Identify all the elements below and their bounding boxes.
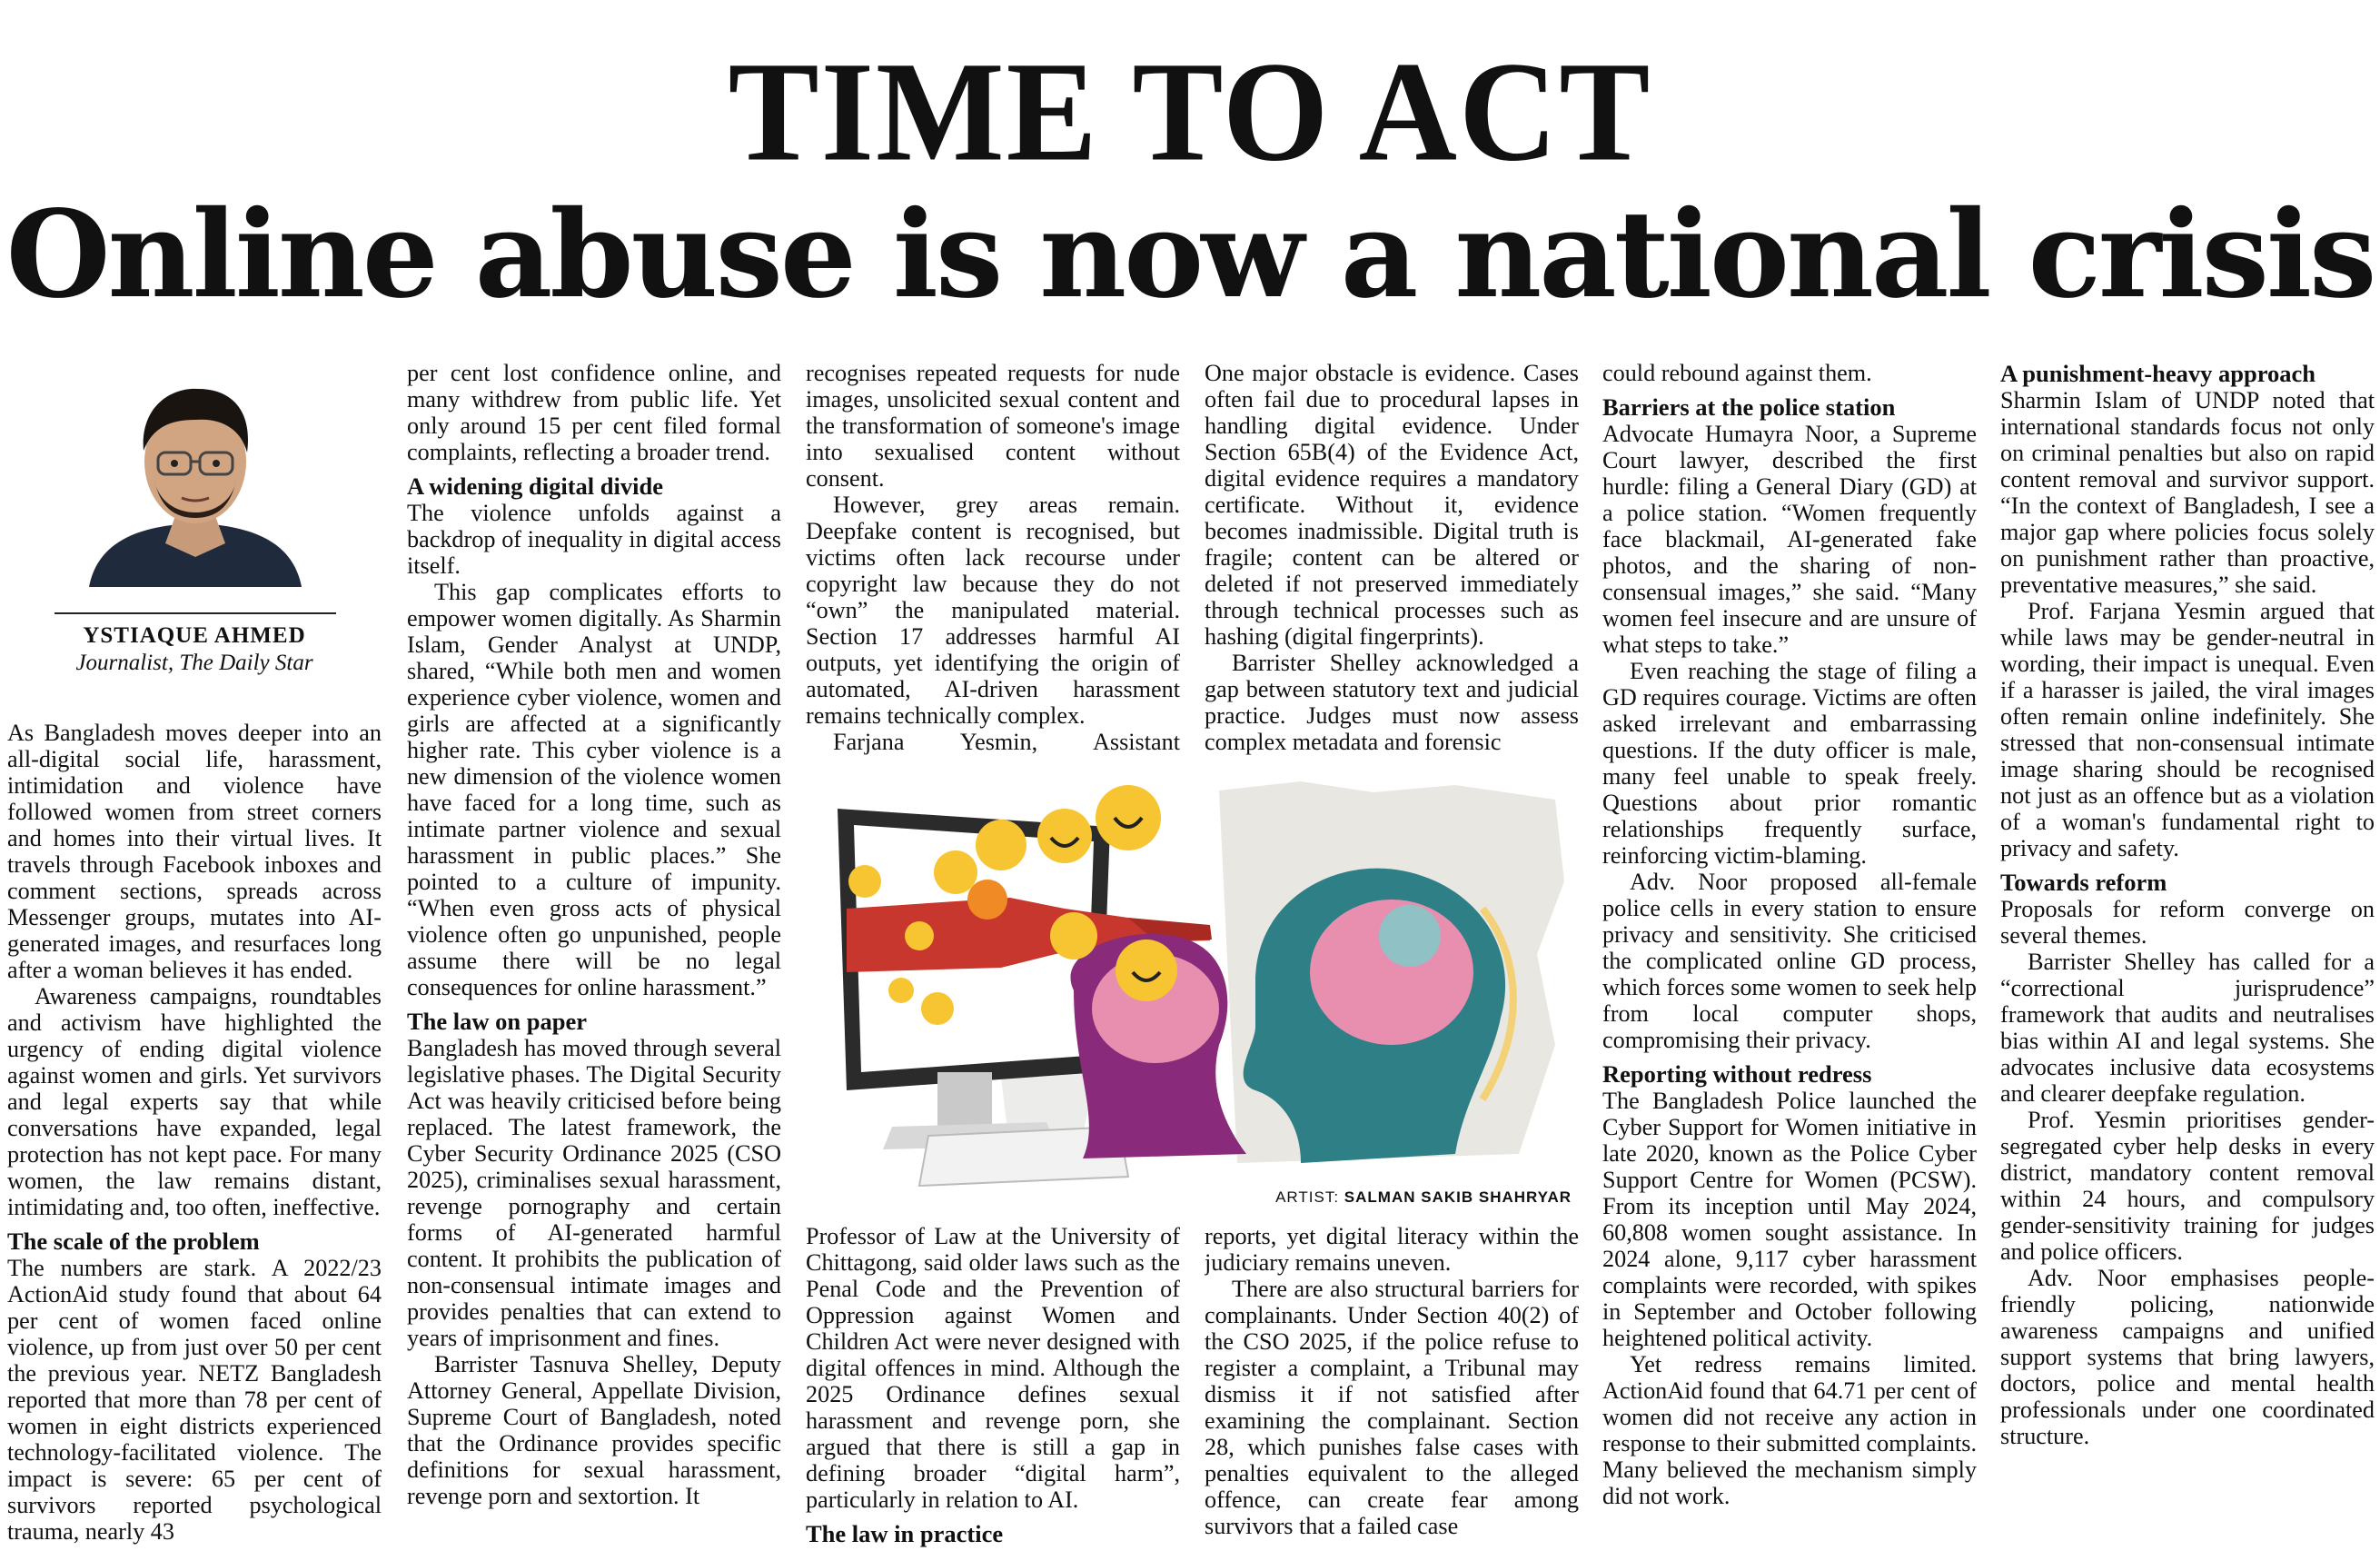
subhead: Barriers at the police station	[1602, 393, 1896, 421]
column-5	[1602, 360, 1977, 1557]
column-4-bottom	[1205, 1223, 1579, 1557]
paragraph: However, grey areas remain. Deepfake content is recognised, but victims often lack recourse under copyright law because they do not “own” the manipulated material. Section 17 addresses harmful AI outputs, yet identifying the origin of automated, AI-driven harassment remains technically complex.	[806, 492, 1180, 729]
column-1	[7, 720, 382, 1557]
paragraph: Yet redress remains limited. ActionAid found that 64.71 per cent of women did not receive any action in response to their submitted complaints. Many believed the mechanism simply did not work.	[1602, 1351, 1977, 1509]
paragraph: per cent lost confidence online, and many withdrew from public life. Yet only around 15 per cent filed formal complaints, reflecting a broader trend.	[407, 360, 781, 465]
paragraph: Awareness campaigns, roundtables and activism have highlighted the urgency of ending digital violence against women and girls. Yet survivors and legal experts say that while conversations have expanded, legal protection has not kept pace. For many women, the law remains distant, intimidating and, too often, ineffective.	[7, 983, 382, 1220]
paragraph: Prof. Farjana Yesmin argued that while laws may be gender-neutral in wording, their impact is unequal. Even if a harasser is jailed, the viral images often remain online indefinitely. She stressed that non-consensual intimate image sharing should be recognised not just as an offence but as a violation of a woman's fundamental right to privacy and safety.	[2000, 598, 2375, 861]
subhead: Towards reform	[2000, 869, 2167, 896]
paragraph: Prof. Yesmin prioritises gender-segregated cyber help desks in every district, mandatory content removal within 24 hours, and compulsory gender-sensitivity training for judges and police officers.	[2000, 1107, 2375, 1265]
laptop-emoji-illustration	[828, 772, 1573, 1190]
paragraph: could rebound against them.	[1602, 360, 1872, 386]
paragraph: The violence unfolds against a backdrop of inequality in digital access itself.	[407, 500, 781, 579]
subhead: The law in practice	[806, 1520, 1004, 1547]
paragraph: Farjana Yesmin, Assistant	[833, 729, 1180, 755]
artist-credit-label: ARTIST:	[1275, 1188, 1344, 1206]
column-3-top	[806, 360, 1180, 767]
paragraph: Advocate Humayra Noor, a Supreme Court lawyer, described the first hurdle: filing a General Diary (GD) at a police station. “Women frequently face blackmail, AI-generated fake photos, and the sharing of non-consensual images,” she said. “Many women feel insecure and are unsure of what steps to take.”	[1602, 421, 1977, 658]
column-6	[2000, 360, 2375, 1557]
paragraph: Barrister Shelley has called for a “correctional jurisprudence” framework that audits and neutralises bias within AI and legal systems. She advocates inclusive data ecosystems and clearer deepfake regulation.	[2000, 949, 2375, 1107]
headline: Online abuse is now a national crisis	[5, 184, 2375, 325]
byline-divider-top	[55, 612, 336, 614]
subhead: Reporting without redress	[1602, 1060, 1872, 1088]
paragraph: There are also structural barriers for complainants. Under Section 40(2) of the CSO 2025, if the police refuse to register a complaint, a Tribunal may dismiss it if not satisfied after examining the complainant. Section 28, which punishes false cases with penalties equivalent to the alleged offence, can create fear among survivors that a failed case	[1205, 1276, 1579, 1539]
artist-credit	[1263, 1188, 1572, 1207]
paragraph: Barrister Tasnuva Shelley, Deputy Attorney General, Appellate Division, Supreme Court of Bangladesh, noted that the Ordinance provides specific definitions for sexual harassment, revenge porn and sextortion. It	[407, 1351, 781, 1509]
column-4-top	[1205, 360, 1579, 765]
column-2	[407, 360, 781, 1557]
subhead: A punishment-heavy approach	[2000, 360, 2316, 387]
column-3-bottom	[806, 1223, 1180, 1557]
paragraph: The Bangladesh Police launched the Cyber Support for Women initiative in late 2020, known as the Police Cyber Support Centre for Women (PCSW). From its inception until May 2024, 60,808 women sought assistance. In 2024 alone, 9,117 cyber harassment complaints were recorded, with spikes in September and October following heightened political activity.	[1602, 1088, 1977, 1351]
paragraph: Barrister Shelley acknowledged a gap between statutory text and judicial practice. Judges must now assess complex metadata and forensic	[1205, 650, 1579, 755]
paragraph: reports, yet digital literacy within the judiciary remains uneven.	[1205, 1223, 1579, 1276]
paragraph: One major obstacle is evidence. Cases often fail due to procedural lapses in handling digital evidence. Under Section 65B(4) of the Evidence Act, digital evidence requires a mandatory certificate. Without it, evidence becomes inadmissible. Digital truth is fragile; content can be altered or deleted if not preserved immediately through technical processes such as hashing (digital fingerprints).	[1205, 360, 1579, 650]
subhead: The law on paper	[407, 1008, 588, 1035]
subhead: A widening digital divide	[407, 472, 664, 500]
paragraph: This gap complicates efforts to empower women digitally. As Sharmin Islam, Gender Analyst at UNDP, shared, “While both men and women experience cyber violence, women and girls are affected at a significantly higher rate. This cyber violence is a new dimension of the violence women have faced for a long time, such as intimate partner violence and sexual harassment in public places.” She pointed to a culture of impunity. “When even gross acts of physical violence often go unpunished, people assume there will be no legal consequences for online harassment.”	[407, 579, 781, 1000]
author-photo	[80, 371, 311, 587]
kicker-title: TIME TO ACT	[728, 32, 1652, 192]
paragraph: Professor of Law at the University of Chittagong, said older laws such as the Penal Code and the Prevention of Oppression against Women and Children Act were never designed with digital offences in mind. Although the 2025 Ordinance defines sexual harassment and revenge porn, she argued that there is still a gap in defining broader “digital harm”, particularly in relation to AI.	[806, 1223, 1180, 1513]
subhead: The scale of the problem	[7, 1228, 260, 1255]
paragraph: recognises repeated requests for nude images, unsolicited sexual content and the transformation of someone's image into sexualised content without consent.	[806, 360, 1180, 492]
paragraph: Even reaching the stage of filing a GD requires courage. Victims are often asked irrelevant and embarrassing questions. If the duty officer is male, many feel unable to speak freely. Questions about prior romantic relationships frequently surface, reinforcing victim-blaming.	[1602, 658, 1977, 869]
byline-name: YSTIAQUE AHMED	[83, 623, 306, 648]
byline-role: Journalist, The Daily Star	[75, 651, 313, 675]
paragraph: Adv. Noor proposed all-female police cells in every station to ensure privacy and sensitivity. She criticised the complicated online GD process, which forces some women to seek help from local computer shops, compromising their privacy.	[1602, 869, 1977, 1053]
paragraph: The numbers are stark. A 2022/23 ActionAid study found that about 64 per cent of women faced online violence, up from just over 50 per cent the previous year. NETZ Bangladesh reported that more than 78 per cent of women in eight districts experienced technology-facilitated violence. The impact is severe: 65 per cent of survivors reported psychological trauma, nearly 43	[7, 1255, 382, 1545]
illustration	[828, 772, 1573, 1190]
paragraph: As Bangladesh moves deeper into an all-digital social life, harassment, intimidation and violence have followed women from street corners and homes into their virtual lives. It travels through Facebook inboxes and comment sections, spreads across Messenger groups, mutates into AI-generated images, and resurfaces long after a woman believes it has ended.	[7, 720, 382, 983]
paragraph: Adv. Noor emphasises people-friendly policing, nationwide awareness campaigns and unified support systems that bring lawyers, doctors, police and mental health professionals under one coordinated structure.	[2000, 1265, 2375, 1449]
paragraph: Sharmin Islam of UNDP noted that international standards focus not only on criminal penalties but also on rapid content removal and survivor support. “In the context of Bangladesh, I see a major gap where policies focus solely on punishment rather than proactive, preventative measures,” she said.	[2000, 387, 2375, 598]
paragraph: Proposals for reform converge on several themes.	[2000, 896, 2375, 949]
artist-credit-name: SALMAN SAKIB SHAHRYAR	[1344, 1188, 1572, 1206]
paragraph: Bangladesh has moved through several legislative phases. The Digital Security Act was heavily criticised before being replaced. The latest framework, the Cyber Security Ordinance 2025 (CSO 2025), criminalises sexual harassment, revenge pornography and certain forms of AI-generated harmful content. It prohibits the publication of non-consensual intimate images and provides penalties that can extend to years of imprisonment and fines.	[407, 1035, 781, 1351]
